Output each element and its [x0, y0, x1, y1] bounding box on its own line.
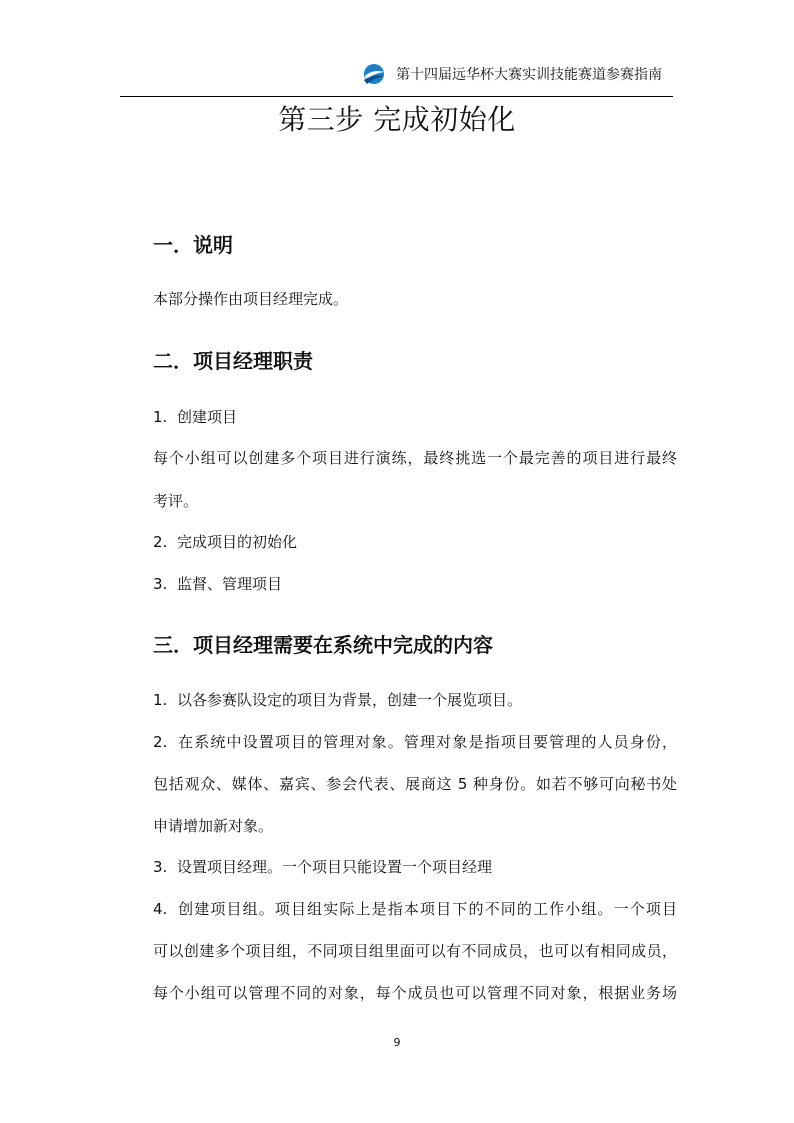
list-text: 创建项目组。项目组实际上是指本项目下的不同的工作小组。一个项目 — [177, 900, 677, 918]
list-text: 在系统中设置项目的管理对象。管理对象是指项目要管理的人员身份， — [177, 733, 677, 751]
section-heading-pm-duties: 二．项目经理职责 — [153, 349, 313, 373]
list-number: 1. — [153, 691, 168, 709]
paragraph-line: 考评。 — [153, 492, 199, 510]
list-text: 创建项目 — [177, 408, 238, 426]
list-number: 4. — [153, 900, 168, 918]
paragraph-line: 每个小组可以管理不同的对象，每个成员也可以管理不同对象，根据业务场 — [153, 984, 677, 1002]
list-number: 2. — [153, 533, 168, 551]
list-item — [153, 857, 677, 877]
paragraph-line: 可以创建多个项目组，不同项目组里面可以有不同成员，也可以有相同成员， — [153, 942, 677, 960]
list-number: 1. — [153, 408, 168, 426]
list-text: 完成项目的初始化 — [177, 533, 298, 551]
section-heading-explanation: 一．说明 — [153, 233, 233, 257]
list-item — [153, 732, 677, 752]
globe-swoosh-logo-icon — [362, 62, 386, 86]
list-number: 3. — [153, 858, 168, 876]
paragraph-line: 每个小组可以创建多个项目进行演练，最终挑选一个最完善的项目进行最终 — [153, 449, 677, 467]
list-text: 以各参赛队设定的项目为背景，创建一个展览项目。 — [177, 691, 523, 709]
page-number: 9 — [393, 1036, 401, 1049]
list-item — [153, 407, 677, 427]
section-heading-system-tasks: 三．项目经理需要在系统中完成的内容 — [153, 633, 493, 657]
paragraph-line: 申请增加新对象。 — [153, 817, 274, 835]
list-item — [153, 690, 677, 710]
page-title: 第三步 完成初始化 — [278, 103, 516, 136]
page-header — [120, 58, 673, 97]
list-item — [153, 899, 677, 919]
list-text: 设置项目经理。一个项目只能设置一个项目经理 — [177, 858, 493, 876]
paragraph-line: 包括观众、媒体、嘉宾、参会代表、展商这 5 种身份。如若不够可向秘书处 — [153, 775, 677, 793]
paragraph: 本部分操作由项目经理完成。 — [153, 290, 349, 308]
list-item — [153, 574, 677, 594]
list-text: 监督、管理项目 — [177, 575, 283, 593]
header-title: 第十四届远华杯大赛实训技能赛道参赛指南 — [396, 67, 662, 83]
list-number: 3. — [153, 575, 168, 593]
list-number: 2. — [153, 733, 168, 751]
list-item — [153, 532, 677, 552]
